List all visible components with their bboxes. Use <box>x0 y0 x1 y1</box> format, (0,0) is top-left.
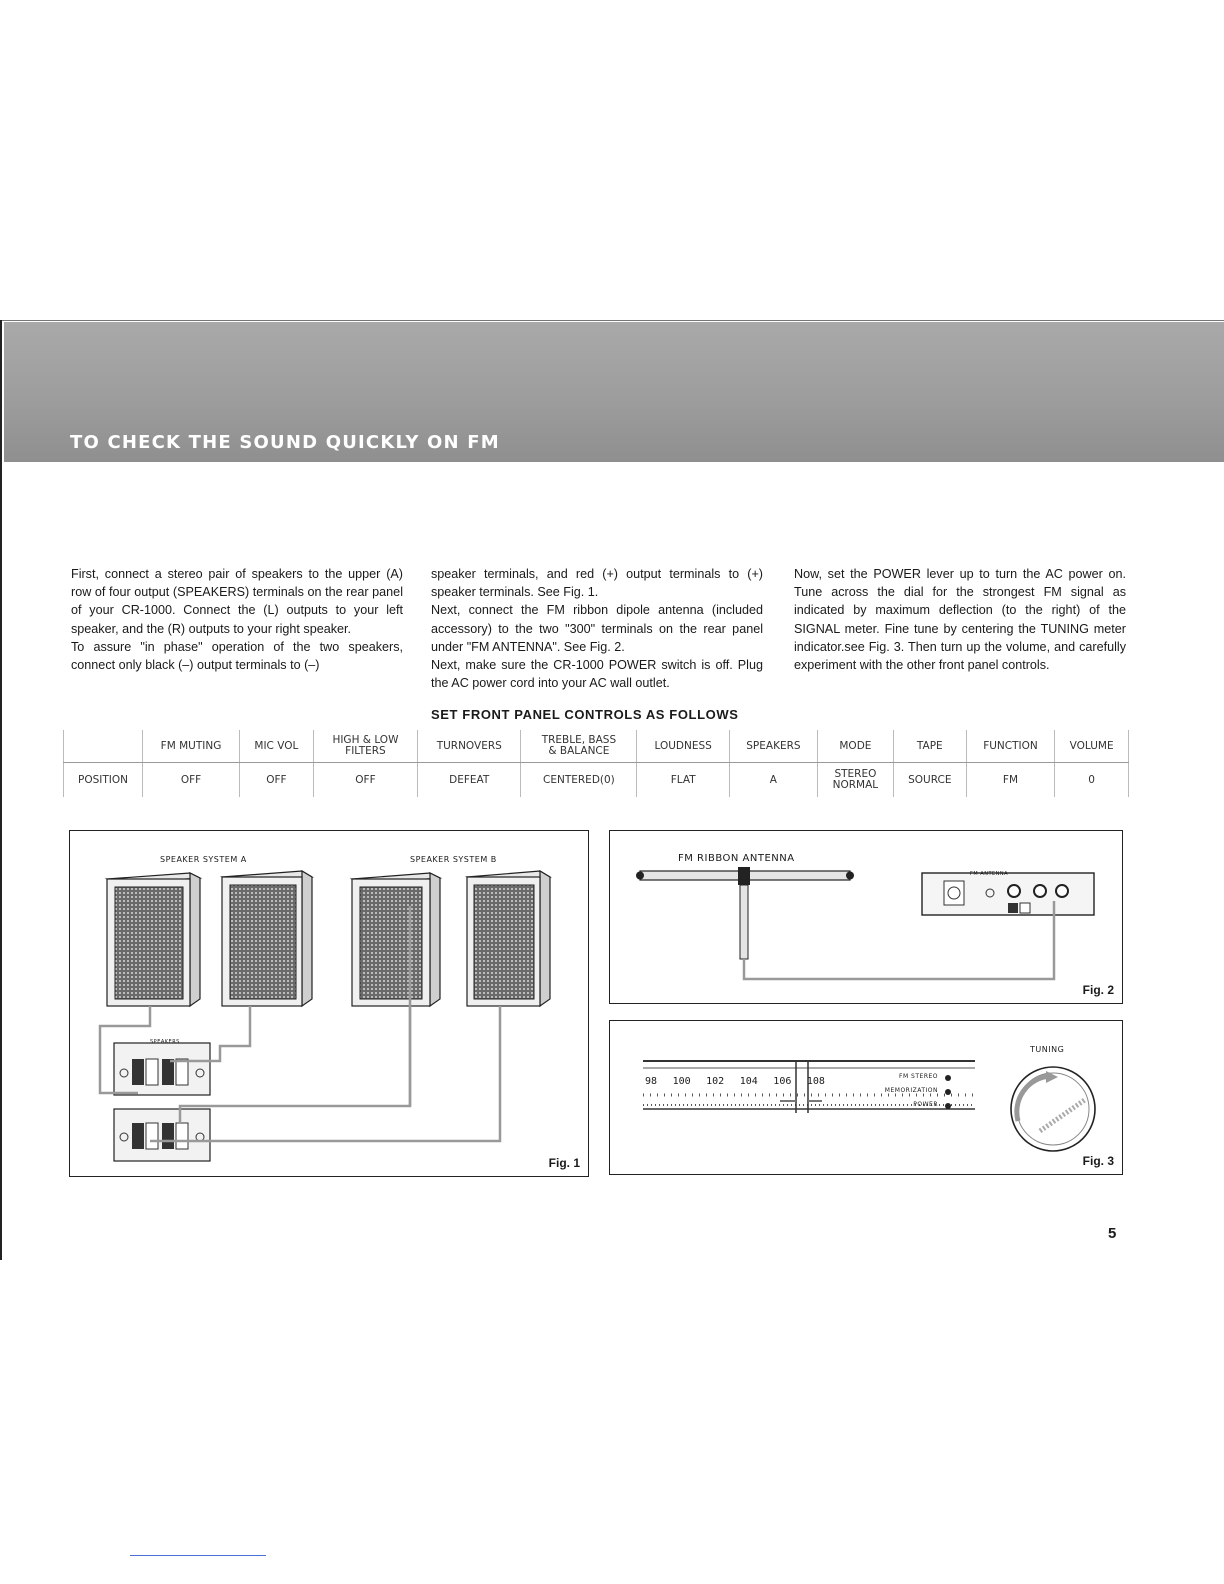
speaker-cabinet-icon <box>352 873 440 1006</box>
fm-ribbon-antenna-label: FM RIBBON ANTENNA <box>678 853 795 864</box>
table-header-cell: SPEAKERS <box>729 730 817 763</box>
table-row <box>64 763 1129 798</box>
figure-label: Fig. 3 <box>1082 1154 1114 1168</box>
speaker-cabinet-icon <box>467 871 550 1006</box>
intro-column-2 <box>431 565 763 692</box>
figure-label: Fig. 2 <box>1082 983 1114 997</box>
table-cell: SOURCE <box>893 763 966 798</box>
dial-numbers <box>645 1076 825 1087</box>
table-cell: FLAT <box>637 763 729 798</box>
table-header-cell: TAPE <box>893 730 966 763</box>
antenna-diagram-illustration <box>610 831 1124 1005</box>
page-number: 5 <box>1108 1225 1117 1242</box>
dipole-antenna-icon <box>636 867 854 959</box>
table-cell: OFF <box>240 763 314 798</box>
dial-number: 106 <box>773 1076 792 1087</box>
table-heading: SET FRONT PANEL CONTROLS AS FOLLOWS <box>431 707 739 722</box>
table-header-cell: HIGH & LOW FILTERS <box>313 730 417 763</box>
table-cell: A <box>729 763 817 798</box>
tuning-knob-label: TUNING <box>1030 1045 1065 1054</box>
table-header-row <box>64 730 1129 763</box>
indicator-power-label: POWER <box>913 1101 938 1108</box>
intro-column-3 <box>794 565 1126 674</box>
paragraph: To assure "in phase" operation of the two speakers, connect only black (–) output terminals to (–) <box>71 639 403 673</box>
paragraph: Next, make sure the CR-1000 POWER switch is off. Plug the AC power cord into your AC wall outlet. <box>431 658 763 691</box>
table-cell: CENTERED(0) <box>521 763 637 798</box>
table-header-cell: TREBLE, BASS & BALANCE <box>521 730 637 763</box>
speaker-diagram-illustration <box>70 831 590 1178</box>
indicator-fm-stereo-label: FM STEREO <box>899 1073 938 1080</box>
speaker-terminal-panel <box>114 1043 210 1095</box>
table-cell: OFF <box>313 763 417 798</box>
table-header-cell: FUNCTION <box>966 730 1054 763</box>
page-title: TO CHECK THE SOUND QUICKLY ON FM <box>70 432 500 453</box>
figure-label: Fig. 1 <box>548 1156 580 1170</box>
paragraph: Now, set the POWER lever up to turn the AC power on. Tune across the dial for the strongest FM signal as indicated by maximum deflection (to the right) of the SIGNAL meter. Fine tune by centering the TUNING meter indicator.see Fig. 3. Then turn up the volume, and carefully experiment with the other front panel controls. <box>794 567 1126 673</box>
speaker-cabinet-icon <box>222 871 312 1006</box>
table-header-cell: FM MUTING <box>143 730 240 763</box>
bottom-link-rule <box>130 1555 266 1556</box>
dial-number: 104 <box>739 1076 758 1087</box>
front-panel-controls-table <box>63 730 1129 797</box>
speaker-system-a-label: SPEAKER SYSTEM A <box>160 855 247 864</box>
left-edge-rule <box>0 320 2 1260</box>
paragraph: First, connect a stereo pair of speakers to the upper (A) row of four output (SPEAKERS) terminals on the rear panel of your CR-1000. Connect the (L) outputs to your left speaker, and the (R) outputs to your right speaker. <box>71 567 403 636</box>
table-header-cell: MIC VOL <box>240 730 314 763</box>
speaker-cabinet-icon <box>107 873 200 1006</box>
tuning-knob-icon <box>1011 1067 1095 1151</box>
terminal-label: SPEAKERS <box>150 1039 180 1045</box>
fm-antenna-panel-label: FM ANTENNA <box>970 871 1009 877</box>
indicator-lights <box>945 1075 951 1109</box>
table-header-cell: MODE <box>817 730 893 763</box>
dial-number: 108 <box>806 1076 825 1087</box>
table-cell: DEFEAT <box>418 763 521 798</box>
table-header-cell: VOLUME <box>1055 730 1129 763</box>
speaker-system-b-label: SPEAKER SYSTEM B <box>410 855 497 864</box>
table-cell: OFF <box>143 763 240 798</box>
dial-number: 102 <box>706 1076 725 1087</box>
indicator-memorization-label: MEMORIZATION <box>884 1087 938 1094</box>
top-rule <box>0 320 1224 321</box>
fm-antenna-panel <box>922 873 1094 915</box>
table-corner-cell <box>64 730 143 763</box>
row-label: POSITION <box>64 763 143 798</box>
dial-number: 100 <box>672 1076 691 1087</box>
table-cell: FM <box>966 763 1054 798</box>
table-header-cell: LOUDNESS <box>637 730 729 763</box>
figure-1-speaker-connection <box>69 830 589 1177</box>
table-header-cell: TURNOVERS <box>418 730 521 763</box>
table-cell: 0 <box>1055 763 1129 798</box>
dial-number: 98 <box>645 1076 658 1087</box>
figure-3-tuning <box>609 1020 1123 1175</box>
paragraph: speaker terminals, and red (+) output terminals to (+) speaker terminals. See Fig. 1. <box>431 567 763 600</box>
intro-column-1 <box>71 565 403 674</box>
figure-2-antenna-connection <box>609 830 1123 1004</box>
speaker-terminal-panel <box>114 1109 210 1161</box>
paragraph: Next, connect the FM ribbon dipole antenna (included accessory) to the two "300" terminals on the rear panel under "FM ANTENNA". See Fig. 2. <box>431 603 763 654</box>
table-cell: STEREO NORMAL <box>817 763 893 798</box>
